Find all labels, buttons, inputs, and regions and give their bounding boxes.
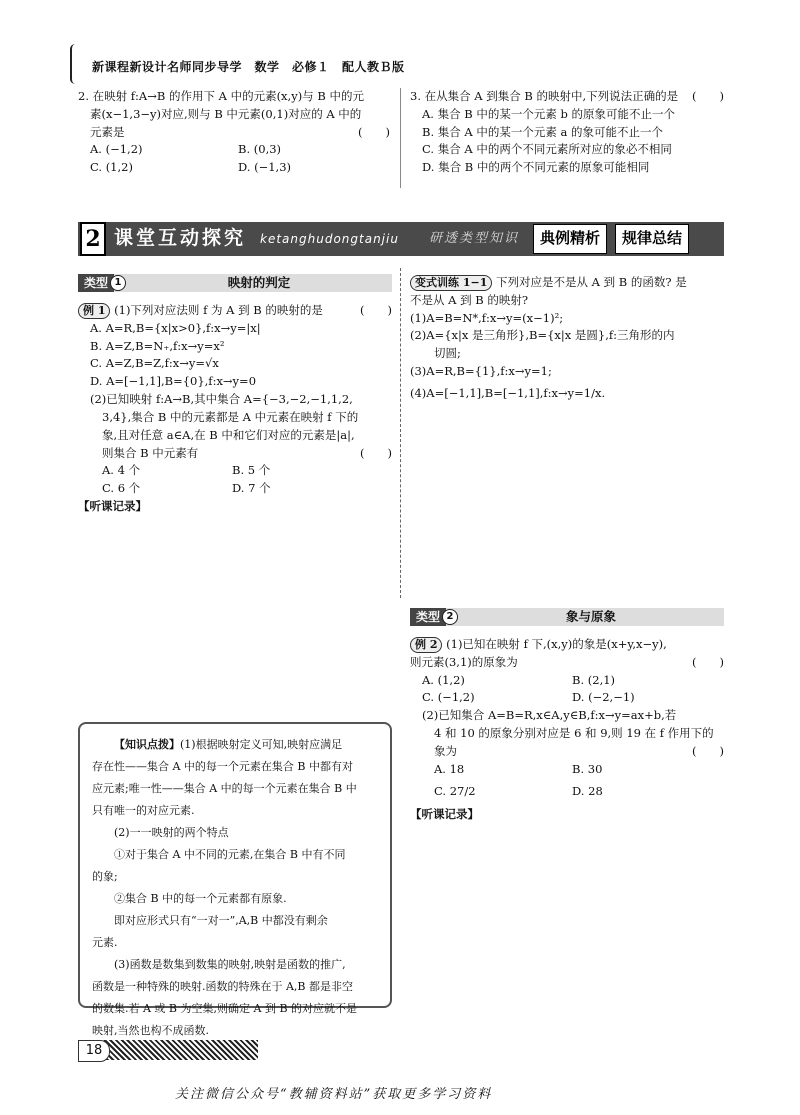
option-c: C. (1,2) <box>90 160 133 175</box>
var1-item: (3)A=R,B={1},f:x→y=1; <box>410 364 552 379</box>
column-divider-dashed <box>400 268 402 598</box>
var1-item: (1)A=B=N*,f:x→y=(x−1)²; <box>410 310 564 325</box>
section-subtitle: 研透类型知识 <box>428 230 519 246</box>
section-title: 课堂互动探究 <box>114 227 247 250</box>
q2-line: 素(x−1,3−y)对应,则与 B 中元素(0,1)对应的 A 中的 <box>90 106 362 121</box>
section-banner <box>78 222 724 256</box>
type-title: 象与原象 <box>566 609 617 625</box>
answer-paren: ( ) <box>692 654 724 669</box>
q3-line: 3. 在从集合 A 到集合 B 的映射中,下列说法正确的是 <box>410 89 679 103</box>
option-d: D. 7 个 <box>232 481 271 496</box>
section-tag-summary: 规律总结 <box>615 224 689 253</box>
answer-paren: ( ) <box>358 124 390 139</box>
ex2-p2-line: 象为 <box>434 743 457 758</box>
question-3 <box>410 88 724 177</box>
type-label: 类型 <box>78 274 114 292</box>
ex2-line: 则元素(3,1)的原象为 <box>410 654 518 669</box>
option-c: C. 集合 A 中的两个不同元素所对应的象必不相同 <box>422 142 672 157</box>
knowledge-line: (3)函数是数集到数集的映射,映射是函数的推广, <box>114 958 346 971</box>
option-d: D. A=[−1,1],B={0},f:x→y=0 <box>90 374 257 389</box>
example-tag: 例 2 <box>410 637 442 653</box>
knowledge-line: 的象; <box>92 870 118 883</box>
answer-paren: ( ) <box>360 303 392 317</box>
column-divider <box>400 88 401 188</box>
type-label: 类型 <box>410 608 446 626</box>
option-b: B. 集合 A 中的某一个元素 a 的象可能不止一个 <box>422 124 664 139</box>
knowledge-line: 映射,当然也构不成函数. <box>92 1024 209 1037</box>
var1-line: 下列对应是不是从 A 到 B 的函数? 是 <box>496 275 687 289</box>
option-d: D. (−2,−1) <box>572 690 635 705</box>
knowledge-line: 即对应形式只有“一对一”,A,B 中都没有剩余 <box>114 914 328 927</box>
ex1-p2-line: 象,且对任意 a∈A,在 B 中和它们对应的元素是|a|, <box>102 427 355 442</box>
type-number-badge: 2 <box>442 609 458 625</box>
footer-note: 关注微信公众号“教辅资料站”获取更多学习资料 <box>175 1087 493 1102</box>
page-number: 18 <box>78 1040 110 1062</box>
question-2 <box>78 88 390 177</box>
section-pinyin: ketanghudongtanjiu <box>260 231 399 246</box>
knowledge-line: 应元素;唯一性——集合 A 中的每一个元素在集合 B 中 <box>92 782 357 795</box>
knowledge-tips-box <box>78 722 392 1037</box>
knowledge-title: 【知识点拨】 <box>114 738 180 751</box>
lecture-notes-label: 【听课记录】 <box>410 807 479 822</box>
knowledge-line: 的数集.若 A 或 B 为空集,则确定 A 到 B 的对应就不是 <box>92 1002 358 1015</box>
ex2-line: (1)已知在映射 f 下,(x,y)的象是(x+y,x−y), <box>446 637 667 651</box>
type-title: 映射的判定 <box>227 275 291 291</box>
option-a: A. (1,2) <box>422 672 465 687</box>
type-1-bar <box>78 274 392 292</box>
answer-paren: ( ) <box>692 743 724 758</box>
ex1-p2-line: 则集合 B 中元素有 <box>102 445 199 460</box>
option-b: B. A=Z,B=N₊,f:x→y=x² <box>90 338 225 353</box>
example-1 <box>78 302 392 516</box>
var1-item: (2)A={x|x 是三角形},B={x|x 是圆},f:三角形的内 <box>410 328 675 343</box>
var1-item: 切圆; <box>434 346 461 361</box>
option-c: C. (−1,2) <box>422 690 475 705</box>
knowledge-line: 元素. <box>92 936 118 949</box>
ex1-line: (1)下列对应法则 f 为 A 到 B 的映射的是 <box>114 303 323 317</box>
knowledge-line: 存在性——集合 A 中的每一个元素在集合 B 中都有对 <box>92 760 354 773</box>
running-header: 新课程新设计名师同步导学 数学 必修１ 配人教Ｂ版 <box>92 60 405 74</box>
option-d: D. 集合 B 中的两个不同元素的原象可能相同 <box>422 160 650 175</box>
knowledge-line: (1)根据映射定义可知,映射应满足 <box>180 738 343 751</box>
option-d: D. (−1,3) <box>238 160 292 175</box>
option-b: B. 5 个 <box>232 463 271 478</box>
knowledge-line: 函数是一种特殊的映射.函数的特殊在于 A,B 都是非空 <box>92 980 354 993</box>
option-a: A. 4 个 <box>102 463 141 478</box>
example-2 <box>410 636 724 824</box>
q2-line: 2. 在映射 f:A→B 的作用下 A 中的元素(x,y)与 B 中的元 <box>78 89 364 103</box>
option-c: C. 6 个 <box>102 481 141 496</box>
ex1-p2-line: 3,4},集合 B 中的元素都是 A 中元素在映射 f 下的 <box>102 409 359 424</box>
ex2-p2-line: (2)已知集合 A=B=R,x∈A,y∈B,f:x→y=ax+b,若 <box>422 708 677 723</box>
example-tag: 例 1 <box>78 303 110 319</box>
type-2-bar <box>410 608 724 626</box>
option-c: C. 27/2 <box>434 783 476 798</box>
var1-item: (4)A=[−1,1],B=[−1,1],f:x→y=1/x. <box>410 385 606 400</box>
section-tag-examples: 典例精析 <box>533 224 607 253</box>
variant-tag: 变式训练 1−1 <box>410 275 492 291</box>
option-b: B. (0,3) <box>238 142 282 157</box>
ex2-p2-line: 4 和 10 的原象分别对应是 6 和 9,则 19 在 f 作用下的 <box>434 726 714 741</box>
option-b: B. (2,1) <box>572 672 616 687</box>
option-d: D. 28 <box>572 783 603 798</box>
option-b: B. 30 <box>572 761 603 776</box>
var1-line: 不是从 A 到 B 的映射? <box>410 292 529 307</box>
ex1-p2-line: (2)已知映射 f:A→B,其中集合 A={−3,−2,−1,1,2, <box>90 392 353 407</box>
answer-paren: ( ) <box>692 89 724 103</box>
option-a: A. A=R,B={x|x>0},f:x→y=|x| <box>90 320 261 335</box>
knowledge-line: 只有唯一的对应元素. <box>92 804 195 817</box>
knowledge-line: ②集合 B 中的每一个元素都有原象. <box>114 892 287 905</box>
section-number: 2 <box>80 222 106 256</box>
option-c: C. A=Z,B=Z,f:x→y=√x <box>90 356 219 371</box>
answer-paren: ( ) <box>360 445 392 460</box>
option-a: A. (−1,2) <box>90 142 143 157</box>
knowledge-line: ①对于集合 A 中不同的元素,在集合 B 中有不同 <box>114 848 346 861</box>
header-bracket <box>70 44 75 84</box>
variant-exercise-1-1 <box>410 274 724 403</box>
option-a: A. 集合 B 中的某一个元素 b 的原象可能不止一个 <box>422 106 676 121</box>
option-a: A. 18 <box>434 761 465 776</box>
q2-line: 元素是 <box>90 124 125 139</box>
lecture-notes-label: 【听课记录】 <box>78 498 147 513</box>
knowledge-line: (2)一一映射的两个特点 <box>114 826 229 839</box>
type-number-badge: 1 <box>110 275 126 291</box>
